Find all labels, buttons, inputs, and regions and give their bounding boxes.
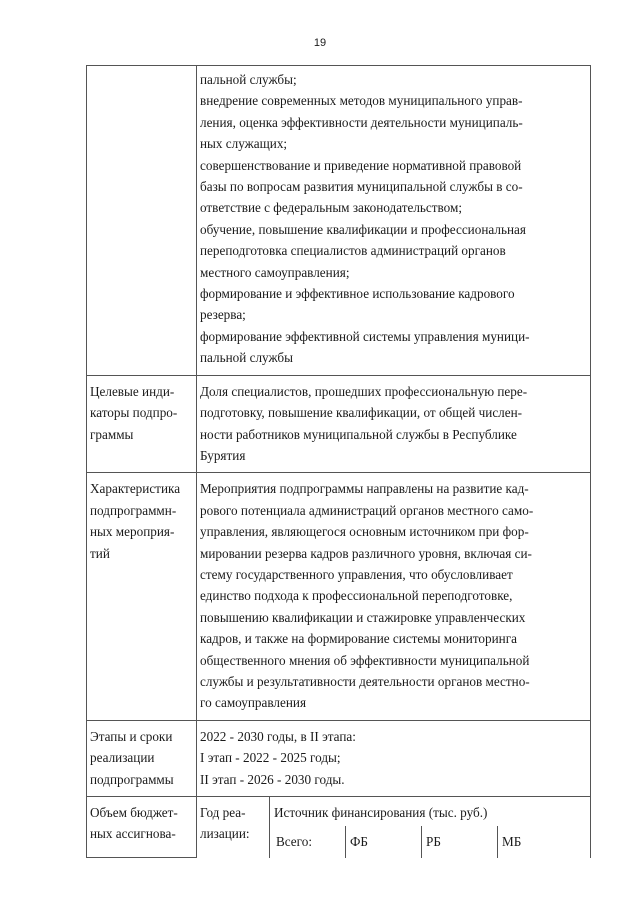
- table-row: [87, 797, 591, 858]
- row-label: [87, 721, 196, 796]
- text-line: тий: [90, 545, 110, 561]
- budget-cell: [197, 797, 591, 858]
- text-line: формирование и эффективное использование кадрового: [200, 286, 515, 302]
- text-line: Доля специалистов, прошедших профессиональную пере-: [200, 383, 528, 399]
- text-line: го самоуправления: [200, 695, 307, 711]
- row-label-cell: [87, 720, 197, 796]
- text-line: ных служащих;: [200, 136, 288, 152]
- text-line: внедрение современных методов муниципального управ-: [200, 93, 523, 109]
- column-header-rb: [422, 826, 498, 857]
- text-line: ответствие с федеральным законодательством;: [200, 200, 463, 216]
- row-content-cell: [197, 473, 591, 720]
- text-line: кадров, и также на формирование системы мониторинга: [200, 631, 517, 647]
- text-line: Целевые инди-: [90, 383, 175, 399]
- text-line: II этап - 2026 - 2030 годы.: [200, 771, 345, 787]
- text-line: пальной службы: [200, 350, 293, 366]
- text-line: стему государственного управления, что обусловливает: [200, 566, 513, 582]
- text-line: единство подхода к профессиональной переподготовке,: [200, 588, 513, 604]
- text-line: ления, оценка эффективности деятельности муниципаль-: [200, 114, 523, 130]
- text-line: Этапы и сроки: [90, 728, 173, 744]
- column-header: РБ: [426, 834, 441, 850]
- column-header-mb: [498, 826, 591, 857]
- row-label: [87, 66, 196, 77]
- text-line: общественного мнения об эффективности муниципальной: [200, 652, 530, 668]
- text-line: I этап - 2022 - 2025 годы;: [200, 750, 341, 766]
- text-line: Мероприятия подпрограммы направлены на развитие кад-: [200, 481, 529, 497]
- row-content: [197, 376, 590, 473]
- row-label-cell: [87, 473, 197, 720]
- column-header-total: [270, 826, 346, 857]
- text-line: Характеристика: [90, 481, 181, 497]
- text-line: каторы подпро-: [90, 405, 178, 421]
- row-content: [197, 473, 590, 719]
- text-line: лизации:: [200, 826, 250, 842]
- table-row: [87, 375, 591, 473]
- text-line: переподготовка специалистов администраций органов: [200, 243, 506, 259]
- column-header: Всего:: [276, 834, 313, 850]
- source-header-cell: [270, 797, 591, 826]
- source-header: Источник финансирования (тыс. руб.): [274, 805, 488, 820]
- text-line: мировании резерва кадров различного уровня, включая си-: [200, 545, 532, 561]
- text-line: подготовку, повышение квалификации, от общей числен-: [200, 405, 523, 421]
- text-line: ных мероприя-: [90, 524, 175, 540]
- text-line: подпрограммы: [90, 771, 174, 787]
- table-row: [87, 66, 591, 376]
- row-content-cell: [197, 720, 591, 796]
- budget-table: [197, 797, 590, 858]
- column-header: МБ: [502, 834, 522, 850]
- row-label-cell: [87, 375, 197, 473]
- text-line: подпрограммн-: [90, 502, 177, 518]
- row-label: [87, 797, 196, 851]
- table-row: [87, 720, 591, 796]
- column-header-fb: [346, 826, 422, 857]
- year-header-cell: [197, 797, 270, 858]
- row-label-cell: [87, 66, 197, 376]
- text-line: Год реа-: [200, 805, 246, 820]
- text-line: рового потенциала администраций органов местного само-: [200, 502, 534, 518]
- row-content-cell: [197, 66, 591, 376]
- text-line: Объем бюджет-: [90, 805, 178, 820]
- text-line: службы и результативности деятельности органов местно-: [200, 673, 530, 689]
- text-line: ных ассигнова-: [90, 826, 176, 842]
- text-line: базы по вопросам развития муниципальной службы в со-: [200, 179, 523, 195]
- row-label: [87, 376, 196, 451]
- text-line: Бурятия: [200, 447, 246, 463]
- row-content: [197, 721, 590, 796]
- text-line: ности работников муниципальной службы в Республике: [200, 426, 517, 442]
- year-header: [197, 797, 269, 851]
- text-line: местного самоуправления;: [200, 264, 350, 280]
- row-content: [197, 66, 590, 375]
- text-line: обучение, повышение квалификации и профессиональная: [200, 221, 526, 237]
- text-line: управления, являющегося основным источником при фор-: [200, 524, 529, 540]
- text-line: реализации: [90, 750, 155, 766]
- text-line: повышению квалификации и стажировке управленческих: [200, 609, 526, 625]
- row-label-cell: [87, 797, 197, 858]
- text-line: резерва;: [200, 307, 246, 323]
- text-line: граммы: [90, 426, 134, 442]
- text-line: совершенствование и приведение нормативной правовой: [200, 157, 522, 173]
- row-content-cell: [197, 375, 591, 473]
- text-line: 2022 - 2030 годы, в II этапа:: [200, 728, 356, 744]
- text-line: пальной службы;: [200, 72, 297, 87]
- text-line: формирование эффективной системы управления муници-: [200, 328, 530, 344]
- page-number: 19: [313, 37, 327, 49]
- budget-header-row: [197, 797, 590, 826]
- program-table: [86, 65, 591, 858]
- row-label: [87, 473, 196, 570]
- table-row: [87, 473, 591, 720]
- column-header: ФБ: [350, 834, 368, 850]
